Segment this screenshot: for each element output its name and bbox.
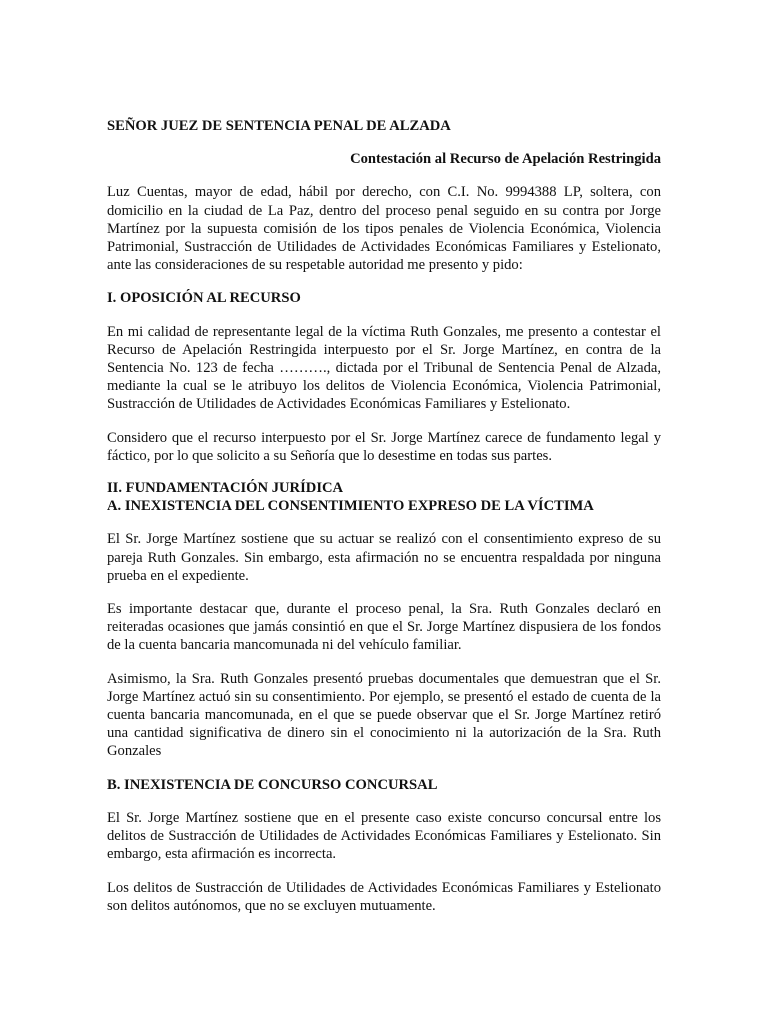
section-2a-paragraph-3: Asimismo, la Sra. Ruth Gonzales presentó pruebas documentales que demuestran que el Sr. Jorge Martínez actuó sin su consentimiento. Por ejemplo, se presentó el estado de cuenta de la cuenta bancaria mancomunada, en el que se puede observar que el Sr. Jorge Martínez retiró una cantidad significativa de dinero sin el conocimiento ni la autorización de la Sra. Ruth Gonzales bbox=[107, 670, 661, 760]
section-2b-paragraph-2: Los delitos de Sustracción de Utilidades de Actividades Económicas Familiares y Estelionato son delitos autónomos, que no se excluyen mutuamente. bbox=[107, 879, 661, 914]
document-subtitle: Contestación al Recurso de Apelación Restringida bbox=[350, 151, 661, 168]
section-2a-paragraph-2: Es importante destacar que, durante el proceso penal, la Sra. Ruth Gonzales declaró en reiteradas ocasiones que jamás consintió en que el Sr. Jorge Martínez dispusiera de los fondos de la cuenta bancaria mancomunada ni del vehículo familiar. bbox=[107, 601, 661, 654]
section-1-heading: I. OPOSICIÓN AL RECURSO bbox=[107, 290, 301, 307]
intro-paragraph: Luz Cuentas, mayor de edad, hábil por derecho, con C.I. No. 9994388 LP, soltera, con domicilio en la ciudad de La Paz, dentro del proceso penal seguido en su contra por Jorge Martínez por la supuesta comisión de los tipos penales de Violencia Económica, Violencia Patrimonial, Sustracción de Utilidades de Actividades Económicas Familiares y Estelionato, ante las consideraciones de su respetable autoridad me presento y pido: bbox=[107, 184, 661, 274]
section-2a-paragraph-1: El Sr. Jorge Martínez sostiene que su actuar se realizó con el consentimiento expreso de su pareja Ruth Gonzales. Sin embargo, esta afirmación no se encuentra respaldada por ninguna prueba en el expediente. bbox=[107, 531, 661, 584]
section-1-paragraph-2: Considero que el recurso interpuesto por el Sr. Jorge Martínez carece de fundamento legal y fáctico, por lo que solicito a su Señoría que lo desestime en todas sus partes. bbox=[107, 429, 661, 464]
document-title: SEÑOR JUEZ DE SENTENCIA PENAL DE ALZADA bbox=[107, 118, 451, 134]
section-2-heading: II. FUNDAMENTACIÓN JURÍDICA bbox=[107, 480, 344, 497]
section-2a-heading: A. INEXISTENCIA DEL CONSENTIMIENTO EXPRESO DE LA VÍCTIMA bbox=[107, 498, 594, 515]
section-2b-heading: B. INEXISTENCIA DE CONCURSO CONCURSAL bbox=[107, 776, 438, 793]
section-2b-paragraph-1: El Sr. Jorge Martínez sostiene que en el presente caso existe concurso concursal entre los delitos de Sustracción de Utilidades de Actividades Económicas Familiares y Estelionato. Sin embargo, esta afirmación es incorrecta. bbox=[107, 809, 661, 863]
section-1-paragraph-1: En mi calidad de representante legal de la víctima Ruth Gonzales, me presento a contestar el Recurso de Apelación Restringida interpuesto por el Sr. Jorge Martínez, en contra de la Sentencia No. 123 de fecha ………., dictada por el Tribunal de Sentencia Penal de Alzada, mediante la cual se le atribuyo los delitos de Violencia Económica, Violencia Patrimonial, Sustracción de Utilidades de Actividades Económicas Familiares y Estelionato. bbox=[107, 323, 661, 413]
document-page bbox=[107, 117, 661, 915]
